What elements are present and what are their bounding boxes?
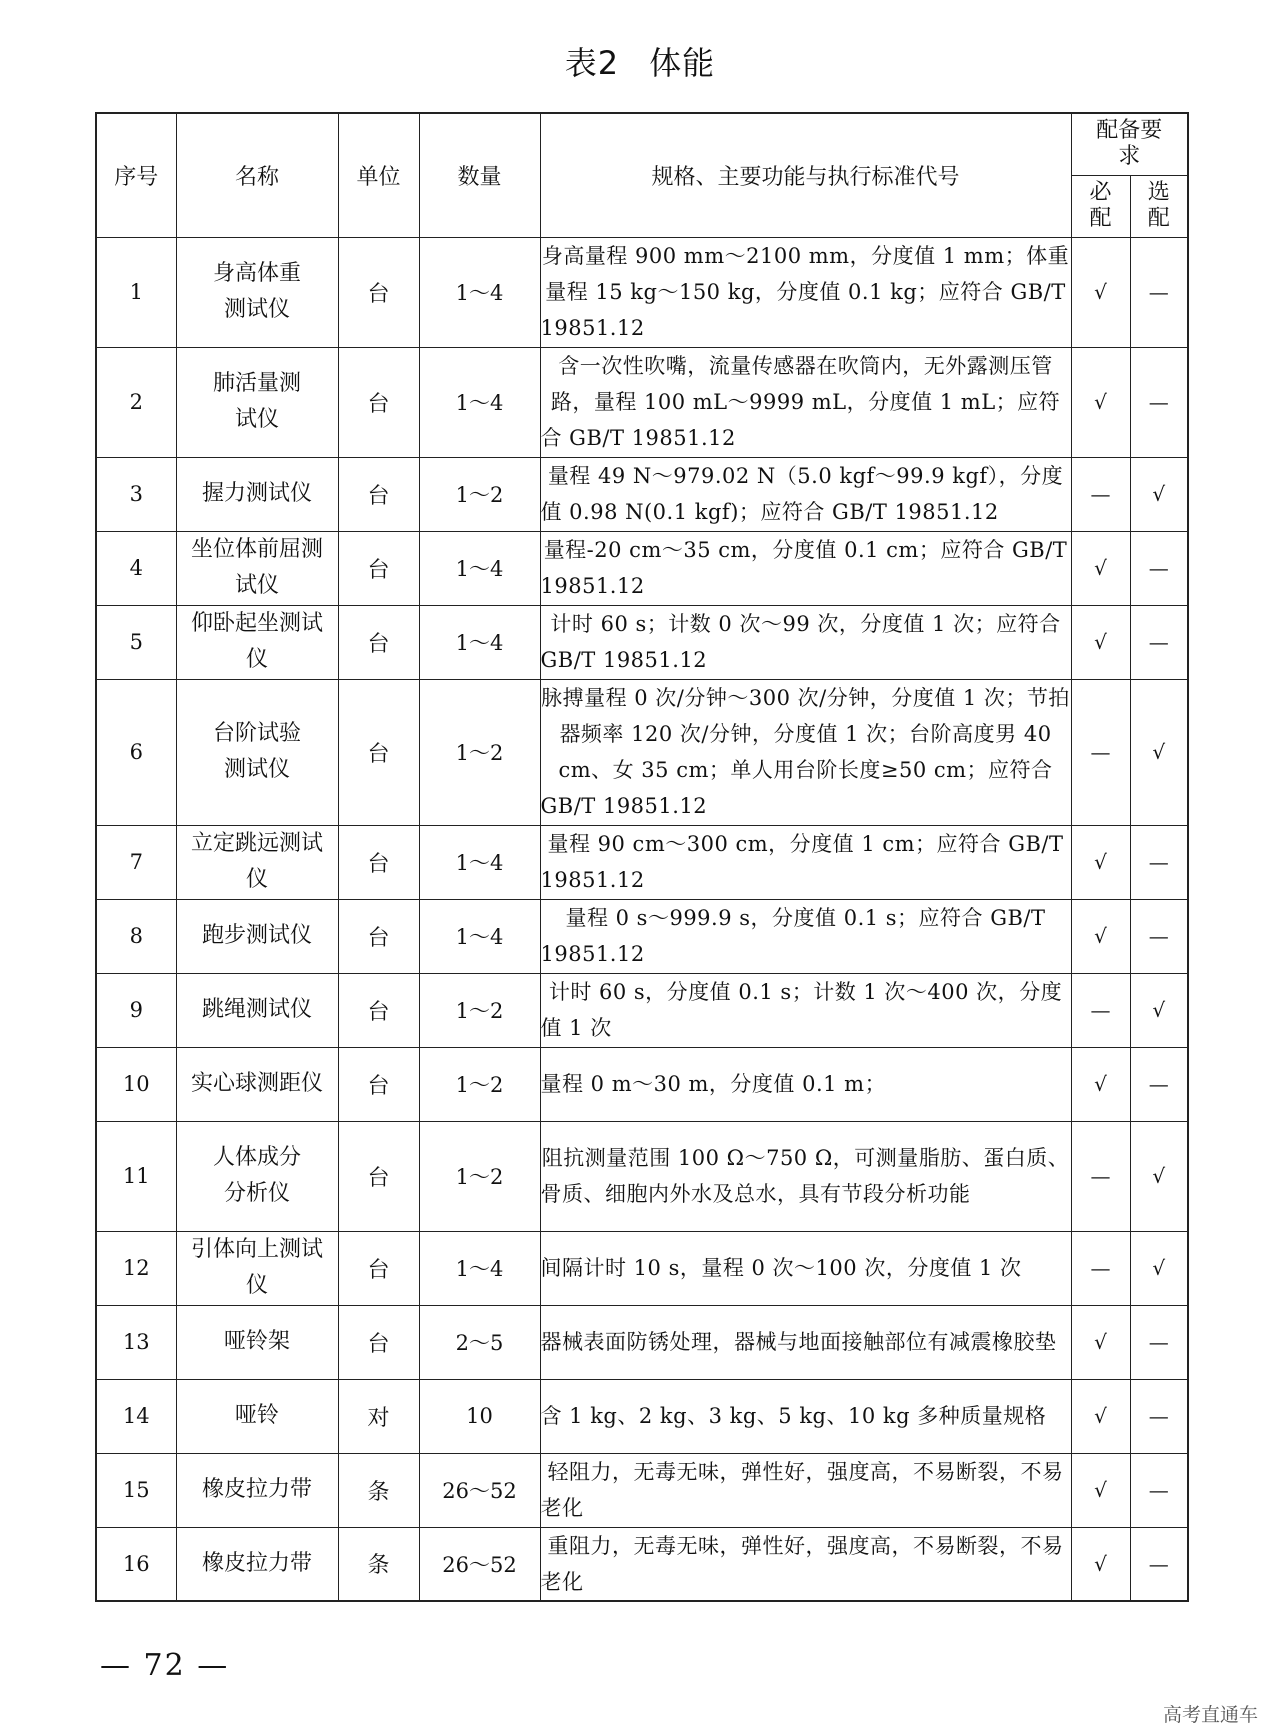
row-optional: — — [1130, 825, 1188, 899]
row-unit: 条 — [338, 1453, 419, 1527]
row-name — [176, 457, 338, 531]
row-unit: 台 — [338, 973, 419, 1047]
row-unit: 台 — [338, 679, 419, 825]
row-spec: 量程 49 N～979.02 N（5.0 kgf～99.9 kgf），分度值 0.98 N(0.1 kgf)；应符合 GB/T 19851.12 — [540, 457, 1071, 531]
header-unit: 单位 — [338, 113, 419, 237]
header-optional: 选配 — [1130, 175, 1188, 237]
row-seq: 8 — [96, 899, 176, 973]
table-name: 体能 — [649, 44, 716, 82]
header-seq: 序号 — [96, 113, 176, 237]
row-optional: √ — [1130, 1121, 1188, 1231]
row-optional: — — [1130, 605, 1188, 679]
row-seq: 6 — [96, 679, 176, 825]
row-seq: 2 — [96, 347, 176, 457]
row-seq: 1 — [96, 237, 176, 347]
row-seq: 14 — [96, 1379, 176, 1453]
row-name-text: 跳绳测试仪 — [201, 997, 312, 1022]
row-spec: 器械表面防锈处理，器械与地面接触部位有减震橡胶垫 — [540, 1305, 1071, 1379]
row-spec: 身高量程 900 mm～2100 mm，分度值 1 mm；体重量程 15 kg～150 kg，分度值 0.1 kg；应符合 GB/T 19851.12 — [540, 237, 1071, 347]
row-seq: 15 — [96, 1453, 176, 1527]
table-row — [96, 237, 1188, 347]
row-spec: 含一次性吹嘴，流量传感器在吹筒内，无外露测压管路，量程 100 mL～9999 mL，分度值 1 mL；应符合 GB/T 19851.12 — [540, 347, 1071, 457]
header-qty: 数量 — [419, 113, 540, 237]
row-optional: √ — [1130, 457, 1188, 531]
row-name-text: 身高体重测试仪 — [212, 261, 301, 322]
row-name — [176, 973, 338, 1047]
row-unit: 台 — [338, 1121, 419, 1231]
row-name — [176, 1305, 338, 1379]
table-row — [96, 1453, 1188, 1527]
row-qty: 1～4 — [419, 899, 540, 973]
row-qty: 1～2 — [419, 457, 540, 531]
header-name: 名称 — [176, 113, 338, 237]
row-optional: — — [1130, 531, 1188, 605]
row-name — [176, 237, 338, 347]
row-qty: 26～52 — [419, 1453, 540, 1527]
table-row — [96, 899, 1188, 973]
row-required: √ — [1071, 1453, 1130, 1527]
row-qty: 1～4 — [419, 347, 540, 457]
row-qty: 1～4 — [419, 825, 540, 899]
header-spec: 规格、主要功能与执行标准代号 — [540, 113, 1071, 237]
row-qty: 1～4 — [419, 605, 540, 679]
row-name — [176, 1379, 338, 1453]
row-qty: 26～52 — [419, 1527, 540, 1601]
row-required: √ — [1071, 605, 1130, 679]
row-spec: 计时 60 s；计数 0 次～99 次，分度值 1 次；应符合 GB/T 19851.12 — [540, 605, 1071, 679]
page-number: — 72 — — [100, 1648, 230, 1683]
equipment-table — [95, 112, 1189, 1602]
watermark: 高考直通车 — [1162, 1704, 1258, 1726]
row-qty: 1～2 — [419, 679, 540, 825]
row-name — [176, 1527, 338, 1601]
row-name — [176, 825, 338, 899]
header-requirement: 配备要求 — [1071, 113, 1188, 175]
row-spec: 量程 0 s～999.9 s，分度值 0.1 s；应符合 GB/T 19851.12 — [540, 899, 1071, 973]
row-required: √ — [1071, 825, 1130, 899]
row-name-text: 台阶试验测试仪 — [212, 721, 301, 782]
row-optional: — — [1130, 1379, 1188, 1453]
row-qty: 1～4 — [419, 531, 540, 605]
row-unit: 台 — [338, 531, 419, 605]
row-seq: 3 — [96, 457, 176, 531]
row-name-text: 肺活量测试仪 — [212, 371, 301, 432]
row-unit: 台 — [338, 347, 419, 457]
row-required: — — [1071, 679, 1130, 825]
table-row — [96, 1527, 1188, 1601]
row-name — [176, 605, 338, 679]
row-spec: 轻阻力，无毒无味，弹性好，强度高，不易断裂，不易老化 — [540, 1453, 1071, 1527]
row-spec: 脉搏量程 0 次/分钟～300 次/分钟，分度值 1 次；节拍器频率 120 次/分钟，分度值 1 次；台阶高度男 40 cm、女 35 cm；单人用台阶长度≥50 cm；应符合 GB/T 19851.12 — [540, 679, 1071, 825]
table-row — [96, 605, 1188, 679]
row-name-text: 橡皮拉力带 — [201, 1550, 312, 1576]
row-name-text: 跑步测试仪 — [201, 923, 312, 948]
row-spec: 计时 60 s，分度值 0.1 s；计数 1 次～400 次，分度值 1 次 — [540, 973, 1071, 1047]
table-row — [96, 457, 1188, 531]
row-optional: — — [1130, 1527, 1188, 1601]
header-required: 必配 — [1071, 175, 1130, 237]
row-unit: 台 — [338, 899, 419, 973]
row-name-text: 立定跳远测试仪 — [190, 831, 323, 892]
table-row — [96, 973, 1188, 1047]
row-required: √ — [1071, 531, 1130, 605]
row-required: — — [1071, 457, 1130, 531]
row-name — [176, 1231, 338, 1305]
row-qty: 2～5 — [419, 1305, 540, 1379]
row-optional: — — [1130, 1047, 1188, 1121]
row-qty: 1～4 — [419, 1231, 540, 1305]
table-number: 表2 — [564, 44, 620, 82]
row-name-text: 引体向上测试仪 — [190, 1237, 323, 1298]
row-unit: 台 — [338, 1047, 419, 1121]
row-name-text: 握力测试仪 — [201, 481, 312, 506]
row-seq: 7 — [96, 825, 176, 899]
row-optional: √ — [1130, 679, 1188, 825]
row-spec: 量程 0 m～30 m，分度值 0.1 m； — [540, 1047, 1071, 1121]
row-unit: 台 — [338, 1305, 419, 1379]
row-optional: √ — [1130, 1231, 1188, 1305]
row-required: √ — [1071, 1047, 1130, 1121]
row-seq: 4 — [96, 531, 176, 605]
table-row — [96, 1047, 1188, 1121]
row-optional: √ — [1130, 973, 1188, 1047]
row-name — [176, 347, 338, 457]
row-qty: 1～2 — [419, 1047, 540, 1121]
table-row — [96, 825, 1188, 899]
row-qty: 1～4 — [419, 237, 540, 347]
row-optional: — — [1130, 899, 1188, 973]
table-row — [96, 1121, 1188, 1231]
table-row — [96, 531, 1188, 605]
row-spec: 量程 90 cm～300 cm，分度值 1 cm；应符合 GB/T 19851.12 — [540, 825, 1071, 899]
row-seq: 11 — [96, 1121, 176, 1231]
row-spec: 重阻力，无毒无味，弹性好，强度高，不易断裂，不易老化 — [540, 1527, 1071, 1601]
row-name — [176, 1453, 338, 1527]
row-seq: 12 — [96, 1231, 176, 1305]
row-seq: 16 — [96, 1527, 176, 1601]
row-required: √ — [1071, 1379, 1130, 1453]
row-seq: 13 — [96, 1305, 176, 1379]
row-spec: 间隔计时 10 s，量程 0 次～100 次，分度值 1 次 — [540, 1231, 1071, 1305]
row-qty: 10 — [419, 1379, 540, 1453]
row-required: √ — [1071, 1527, 1130, 1601]
row-required: √ — [1071, 1305, 1130, 1379]
row-unit: 台 — [338, 825, 419, 899]
row-spec: 阻抗测量范围 100 Ω～750 Ω，可测量脂肪、蛋白质、骨质、细胞内外水及总水，具有节段分析功能 — [540, 1121, 1071, 1231]
row-name — [176, 531, 338, 605]
table-row — [96, 347, 1188, 457]
table-row — [96, 1379, 1188, 1453]
row-optional: — — [1130, 1453, 1188, 1527]
row-unit: 台 — [338, 457, 419, 531]
row-name-text: 坐位体前屈测试仪 — [190, 537, 323, 598]
row-required: √ — [1071, 237, 1130, 347]
row-name — [176, 899, 338, 973]
row-name-text: 橡皮拉力带 — [201, 1477, 312, 1502]
table-row — [96, 1305, 1188, 1379]
row-name — [176, 1047, 338, 1121]
row-name — [176, 1121, 338, 1231]
row-seq: 10 — [96, 1047, 176, 1121]
row-seq: 5 — [96, 605, 176, 679]
row-unit: 台 — [338, 605, 419, 679]
row-required: √ — [1071, 899, 1130, 973]
row-name — [176, 679, 338, 825]
row-required: — — [1071, 1121, 1130, 1231]
row-unit: 条 — [338, 1527, 419, 1601]
page-title — [0, 38, 1280, 84]
row-spec: 含 1 kg、2 kg、3 kg、5 kg、10 kg 多种质量规格 — [540, 1379, 1071, 1453]
row-optional: — — [1130, 1305, 1188, 1379]
row-name-text: 实心球测距仪 — [190, 1071, 323, 1096]
row-required: — — [1071, 973, 1130, 1047]
table-row — [96, 1231, 1188, 1305]
row-name-text: 哑铃 — [234, 1403, 279, 1428]
row-optional: — — [1130, 347, 1188, 457]
row-unit: 台 — [338, 237, 419, 347]
row-qty: 1～2 — [419, 973, 540, 1047]
row-spec: 量程-20 cm～35 cm，分度值 0.1 cm；应符合 GB/T 19851.12 — [540, 531, 1071, 605]
row-name-text: 哑铃架 — [223, 1329, 290, 1354]
row-name-text: 人体成分分析仪 — [212, 1145, 301, 1206]
row-seq: 9 — [96, 973, 176, 1047]
row-required: √ — [1071, 347, 1130, 457]
table-body — [96, 237, 1188, 1601]
row-unit: 对 — [338, 1379, 419, 1453]
table-row — [96, 679, 1188, 825]
row-optional: — — [1130, 237, 1188, 347]
row-name-text: 仰卧起坐测试仪 — [190, 611, 323, 672]
row-qty: 1～2 — [419, 1121, 540, 1231]
row-unit: 台 — [338, 1231, 419, 1305]
row-required: — — [1071, 1231, 1130, 1305]
